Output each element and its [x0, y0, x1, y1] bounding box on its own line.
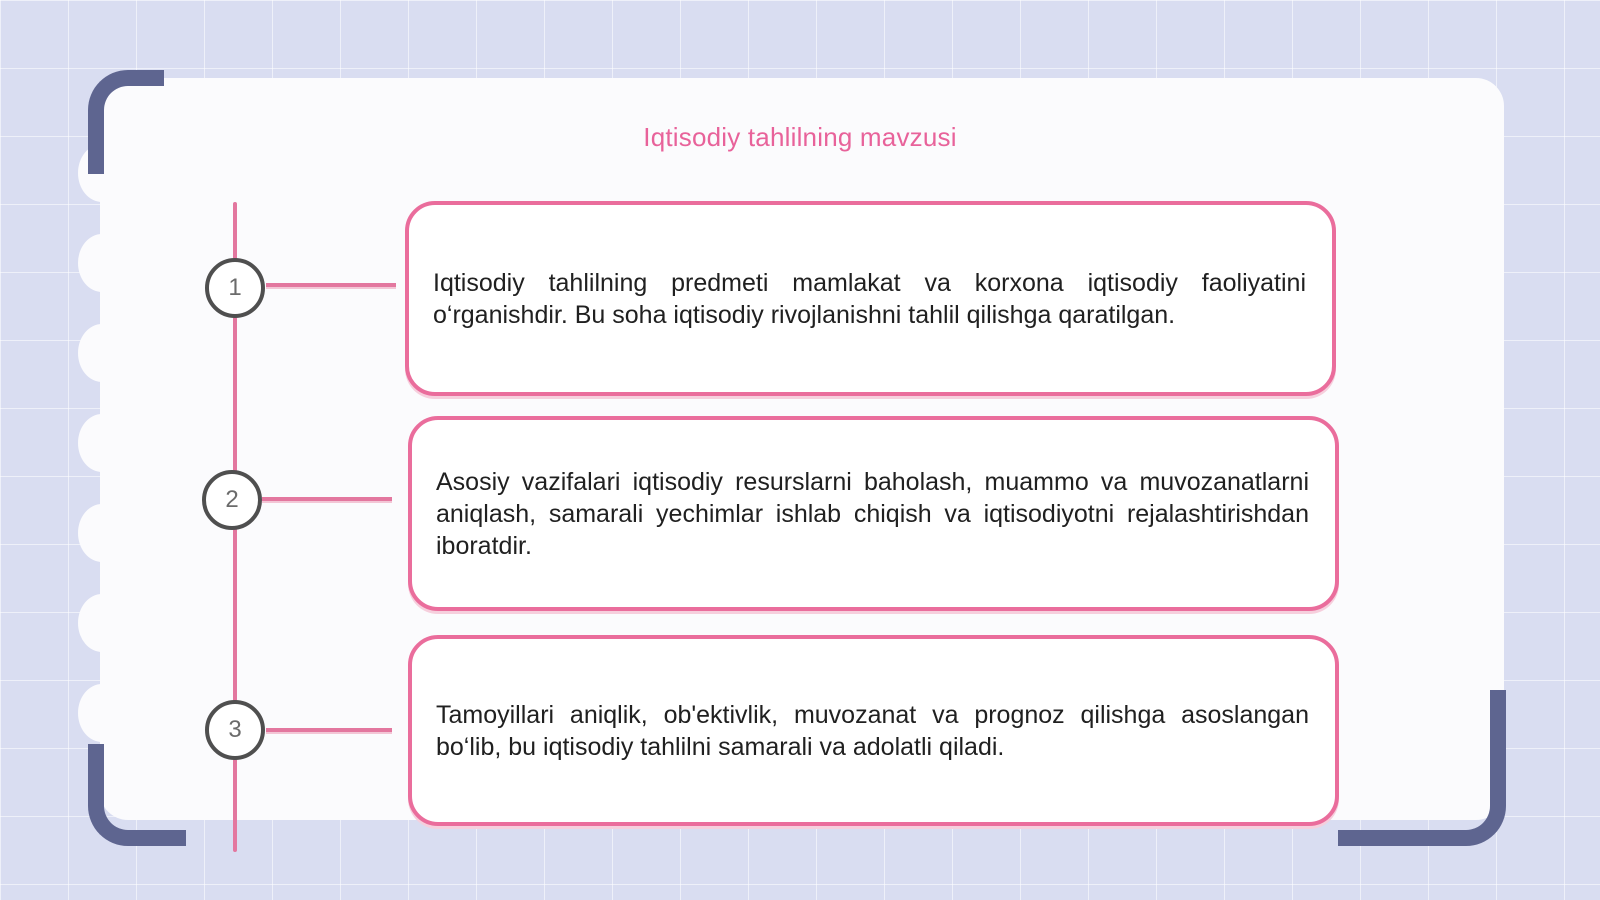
- step-2-text: Asosiy vazifalari iqtisodiy resurslarni baholash, muammo va muvozanatlarni aniqlash, samarali yechimlar ishlab chiqish va iqtisodiyotni rejalashtirishdan iboratdir.: [436, 467, 1309, 560]
- corner-bracket-bottom-right: [1338, 690, 1506, 846]
- paper-edge-bump: [78, 594, 126, 652]
- corner-bracket-bottom-left: [88, 744, 186, 846]
- step-2-card: [408, 416, 1339, 611]
- step-3-text: Tamoyillari aniqlik, ob'ektivlik, muvozanat va prognoz qilishga asoslangan bo‘lib, bu iqtisodiy tahlilni samarali va adolatli qiladi.: [436, 700, 1309, 761]
- step-3-card: [408, 635, 1339, 826]
- paper-edge-bump: [78, 234, 126, 292]
- step-1-connector: [266, 283, 396, 287]
- step-1-text: Iqtisodiy tahlilning predmeti mamlakat va korxona iqtisodiy faoliyatini o‘rganishdir. Bu soha iqtisodiy rivojlanishni tahlil qilishga qaratilgan.: [433, 268, 1306, 329]
- paper-edge-bump: [78, 324, 126, 382]
- paper-edge-bump: [78, 414, 126, 472]
- step-2-connector: [262, 497, 392, 501]
- step-1-card: [405, 201, 1336, 396]
- step-3-number: 3: [205, 700, 265, 760]
- paper-edge-bump: [78, 504, 126, 562]
- step-3-connector: [266, 728, 392, 732]
- slide-title: Iqtisodiy tahlilning mavzusi: [643, 122, 957, 152]
- step-1-number: 1: [205, 258, 265, 318]
- paper-edge-bump: [78, 684, 126, 742]
- step-2-number: 2: [202, 470, 262, 530]
